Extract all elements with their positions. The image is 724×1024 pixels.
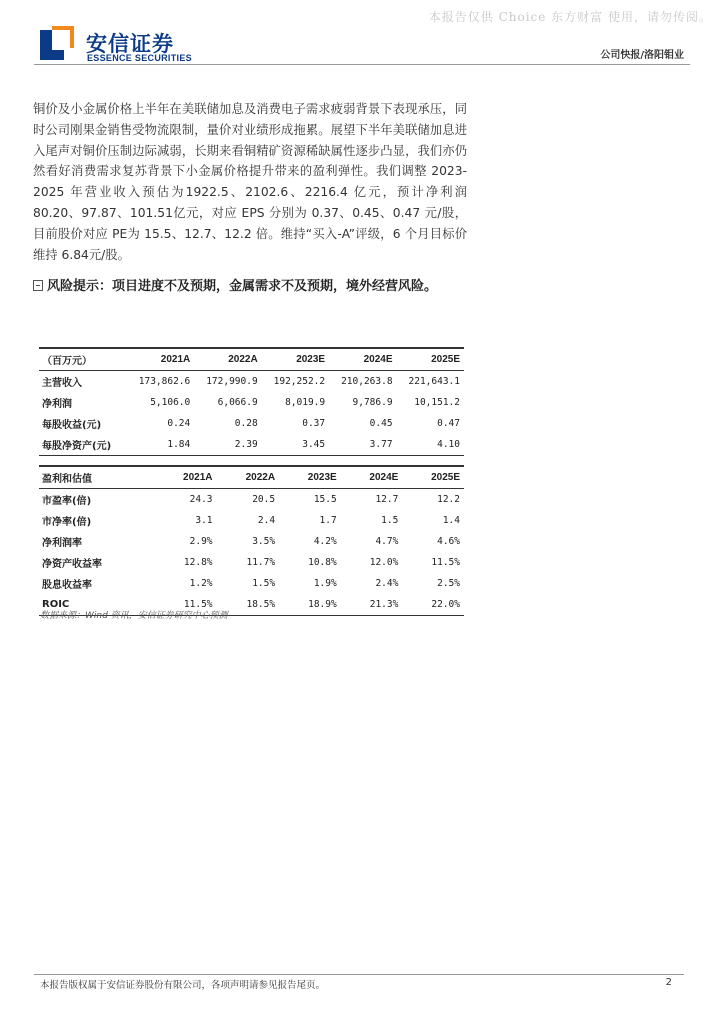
table-cell: 10.8% bbox=[308, 557, 337, 568]
table-row bbox=[39, 392, 464, 413]
table-cell: 0.24 bbox=[167, 418, 191, 429]
column-header: 2022A bbox=[194, 348, 261, 371]
table-cell: 12.7 bbox=[375, 494, 399, 505]
row-label: 每股净资产(元) bbox=[39, 434, 127, 456]
table-cell: 1.84 bbox=[127, 434, 194, 456]
table-cell: 210,263.8 bbox=[341, 376, 393, 387]
risk-text: 风险提示：项目进度不及预期，金属需求不及预期，境外经营风险。 bbox=[47, 279, 438, 294]
table-cell: 3.1 bbox=[195, 515, 213, 526]
column-header: 盈利和估值 bbox=[39, 466, 154, 489]
column-header: 2021A bbox=[154, 466, 217, 489]
row-label: 股息收益率 bbox=[42, 580, 92, 591]
table-cell: 2.4 bbox=[257, 515, 276, 526]
table-cell: 1.9% bbox=[313, 578, 337, 589]
data-source-note: 数据来源：Wind 资讯，安信证券研究中心预测 bbox=[40, 611, 228, 621]
table-header-row bbox=[39, 466, 464, 489]
table-cell: 0.37 bbox=[302, 418, 326, 429]
column-header: 2025E bbox=[402, 466, 464, 489]
brand-name-en: ESSENCE SECURITIES bbox=[87, 53, 192, 63]
table-cell: 6,066.9 bbox=[217, 397, 258, 408]
logo-mark-icon bbox=[40, 26, 76, 62]
table-row bbox=[39, 531, 464, 552]
table-cell: 18.5% bbox=[217, 594, 280, 616]
valuation-table bbox=[39, 465, 464, 616]
table-cell: 12.2 bbox=[437, 494, 460, 505]
table-row bbox=[39, 573, 464, 594]
row-label: 每股收益(元) bbox=[42, 420, 102, 431]
table-cell: 1.4 bbox=[442, 515, 460, 526]
column-header: 2023E bbox=[262, 348, 329, 371]
table-cell: 3.5% bbox=[252, 536, 276, 547]
column-header: 2022A bbox=[217, 466, 280, 489]
table-cell: 15.5 bbox=[313, 494, 337, 505]
list-marker-icon bbox=[33, 280, 43, 291]
table-cell: 11.5% bbox=[154, 594, 217, 616]
row-label: 主营收入 bbox=[42, 378, 82, 389]
column-header: （百万元） bbox=[39, 348, 127, 371]
table-cell: 173,862.6 bbox=[138, 376, 191, 387]
company-logo bbox=[40, 26, 240, 66]
table-cell: 12.0% bbox=[369, 557, 399, 568]
brand-name-cn: 安信证券 bbox=[86, 32, 174, 56]
table-cell: 4.7% bbox=[375, 536, 399, 547]
table-cell: 11.5% bbox=[431, 557, 460, 568]
row-label: 净资产收益率 bbox=[42, 559, 102, 570]
table-cell: 10,151.2 bbox=[414, 397, 460, 408]
row-label: 净利润 bbox=[42, 399, 72, 410]
table-cell: 3.45 bbox=[262, 434, 329, 456]
financial-forecast-table bbox=[39, 347, 464, 456]
header-divider bbox=[34, 64, 690, 65]
table-row bbox=[39, 489, 464, 511]
risk-notice bbox=[33, 276, 467, 297]
column-header: 2021A bbox=[127, 348, 194, 371]
table-header-row bbox=[39, 348, 464, 371]
table-cell: 0.47 bbox=[437, 418, 460, 429]
table-cell: 2.9% bbox=[189, 536, 213, 547]
column-header: 2023E bbox=[279, 466, 341, 489]
table-cell: 21.3% bbox=[341, 594, 403, 616]
table-cell: 1.5 bbox=[381, 515, 399, 526]
table-cell: 1.2% bbox=[189, 578, 213, 589]
table-cell: 2.39 bbox=[194, 434, 261, 456]
page-number: 2 bbox=[665, 977, 672, 988]
row-label: ROIC bbox=[39, 594, 154, 616]
table-cell: 192,252.2 bbox=[273, 376, 326, 387]
table-row bbox=[39, 510, 464, 531]
row-label: 市净率(倍) bbox=[42, 517, 92, 528]
table-cell: 0.28 bbox=[234, 418, 258, 429]
table-cell: 18.9% bbox=[279, 594, 341, 616]
table-cell: 8,019.9 bbox=[285, 397, 326, 408]
table-cell: 3.77 bbox=[329, 434, 396, 456]
row-label: 市盈率(倍) bbox=[42, 496, 92, 507]
footer-divider bbox=[34, 974, 684, 975]
table-row bbox=[39, 413, 464, 434]
table-cell: 4.10 bbox=[397, 434, 464, 456]
column-header: 2024E bbox=[329, 348, 396, 371]
table-cell: 12.8% bbox=[183, 557, 213, 568]
row-label: 净利润率 bbox=[42, 538, 82, 549]
table-cell: 2.4% bbox=[375, 578, 399, 589]
table-cell: 172,990.9 bbox=[206, 376, 258, 387]
table-cell: 20.5 bbox=[252, 494, 276, 505]
footer-disclaimer: 本报告版权属于安信证券股份有限公司，各项声明请参见报告尾页。 bbox=[40, 980, 326, 991]
column-header: 2025E bbox=[397, 348, 464, 371]
table-cell: 0.45 bbox=[369, 418, 393, 429]
body-paragraph: 铜价及小金属价格上半年在美联储加息及消费电子需求疲弱背景下表现承压，同时公司刚果金销售受物流限制，量价对业绩形成拖累。展望下半年美联储加息进入尾声对铜价压制边际减弱，长期来看铜精矿资源稀缺属性逐步凸显，我们亦仍然看好消费需求复苏背景下小金属价格提升带来的盈利弹性。我们调整 2023-2025 年营业收入预估为1922.5、2102.6、2216.4 亿元，预计净利润 80.20、97.87、101.51亿元，对应 EPS 分别为 0.37、0.45、0.47 元/股，目前股价对应 PE为 15.5、12.7、12.2 倍。维持“买入-A”评级，6 个月目标价维持 6.84元/股。 bbox=[33, 102, 467, 262]
table-cell: 22.0% bbox=[402, 594, 464, 616]
table-cell: 2.5% bbox=[437, 578, 460, 589]
table-cell: 1.7 bbox=[319, 515, 337, 526]
table-cell: 4.6% bbox=[437, 536, 460, 547]
table-cell: 4.2% bbox=[313, 536, 337, 547]
watermark: 本报告仅供 Choice 东方财富 使用，请勿传阅。 bbox=[428, 10, 712, 24]
table-cell: 11.7% bbox=[246, 557, 276, 568]
table-cell: 221,643.1 bbox=[408, 376, 460, 387]
table-row bbox=[39, 434, 464, 456]
column-header: 2024E bbox=[341, 466, 403, 489]
table-row bbox=[39, 371, 464, 393]
report-category: 公司快报/洛阳钼业 bbox=[600, 50, 684, 61]
table-cell: 1.5% bbox=[252, 578, 276, 589]
table-cell: 5,106.0 bbox=[150, 397, 191, 408]
table-cell: 9,786.9 bbox=[352, 397, 393, 408]
table-row bbox=[39, 552, 464, 573]
table-cell: 24.3 bbox=[189, 494, 213, 505]
